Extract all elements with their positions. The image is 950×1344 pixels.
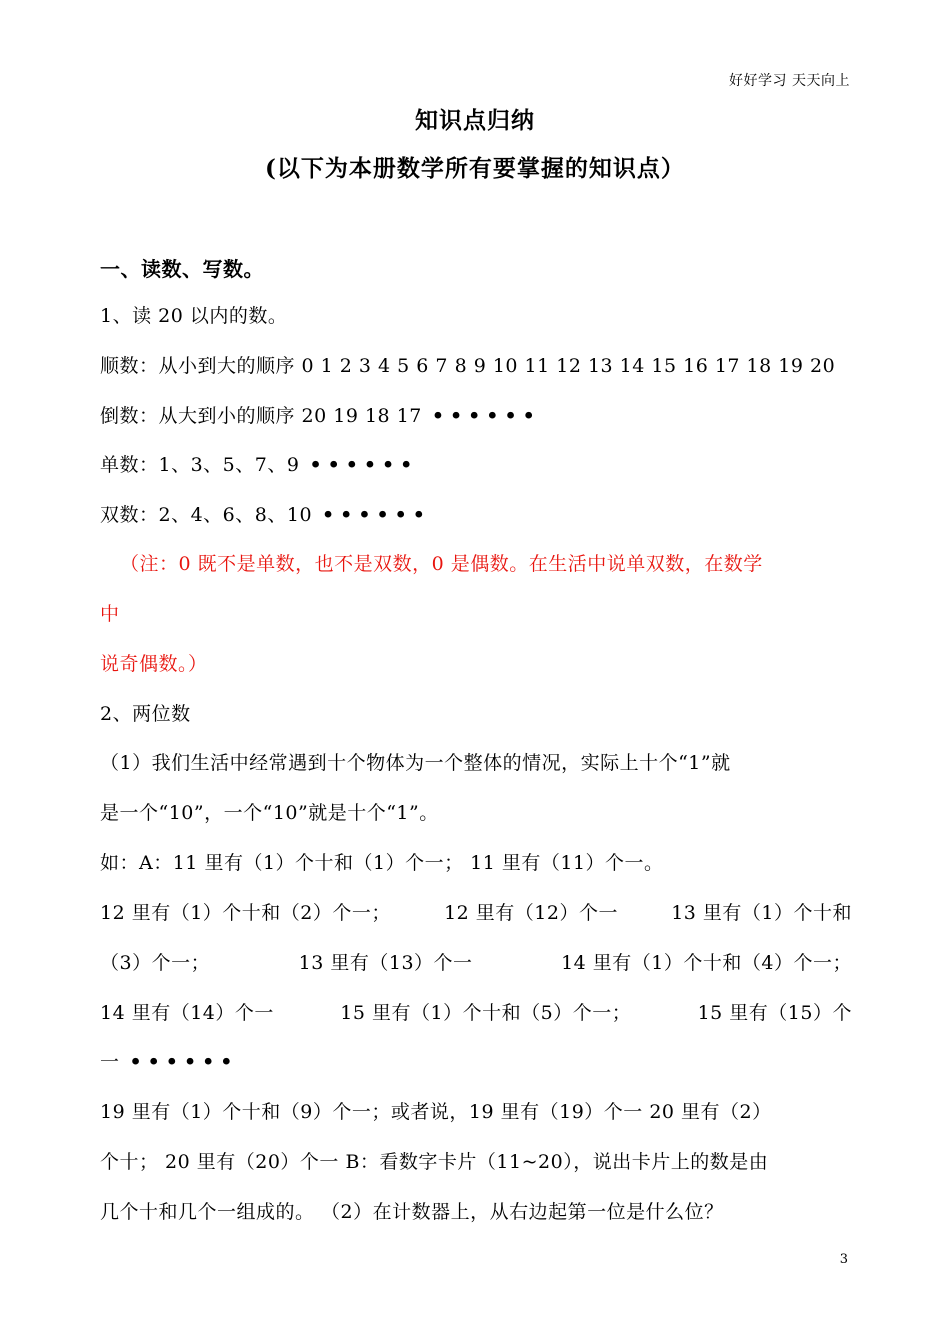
- paragraph-1-line-2: 是一个“10”，一个“10”就是十个“1”。: [100, 802, 439, 824]
- ex-15-part-b: 15 里有（15）个: [697, 1002, 852, 1024]
- ex-13-part-b: （3）个一；: [100, 952, 211, 974]
- ex-12-part-b: 12 里有（12）个一: [444, 902, 618, 924]
- ellipsis-dots: ••••••: [129, 1051, 239, 1073]
- note-line-3: 说奇偶数。）: [100, 653, 208, 675]
- item-1-heading: 1、读 20 以内的数。: [100, 305, 288, 327]
- ex-15-part-a: 15 里有（1）个十和（5）个一；: [340, 1002, 632, 1024]
- ascending-order-line: 顺数：从小到大的顺序 0 1 2 3 4 5 6 7 8 9 10 11 12 13 14 15 16 17 18 19 20: [100, 355, 836, 377]
- example-19-line-3: 几个十和几个一组成的。 （2）在计数器上，从右边起第一位是什么位？: [100, 1201, 724, 1223]
- example-a-line: 如：A：11 里有（1）个十和（1）个一； 11 里有（11）个一。: [100, 852, 664, 874]
- paragraph-1-line-1: （1）我们生活中经常遇到十个物体为一个整体的情况，实际上十个“1”就: [100, 752, 731, 774]
- descending-text: 倒数：从大到小的顺序 20 19 18 17: [100, 405, 422, 427]
- ellipsis-dots: ••••••: [309, 454, 419, 476]
- page-subtitle: (以下为本册数学所有要掌握的知识点）: [265, 155, 685, 182]
- note-line-2: 中: [100, 603, 120, 625]
- ex-14-part-a: 14 里有（1）个十和（4）个一；: [561, 952, 852, 974]
- example-12-line: [100, 900, 852, 926]
- ex-13-part-c: 13 里有（13）个一: [298, 952, 473, 974]
- example-14-line: [100, 1000, 852, 1026]
- ex-12-part-a: 12 里有（1）个十和（2）个一；: [100, 902, 391, 924]
- note-line-1: （注：0 既不是单数，也不是双数，0 是偶数。在生活中说单双数，在数学: [120, 553, 763, 575]
- example-15-continued: [100, 1049, 852, 1075]
- section-heading: 一、读数、写数。: [100, 257, 264, 281]
- ex-15-part-c: 一: [100, 1051, 120, 1073]
- header-slogan: 好好学习 天天向上: [729, 73, 850, 89]
- ex-14-part-b: 14 里有（14）个一: [100, 1002, 274, 1024]
- example-19-line-1: 19 里有（1）个十和（9）个一；或者说，19 里有（19）个一 20 里有（2）: [100, 1101, 772, 1123]
- example-19-line-2: 个十； 20 里有（20）个一 B：看数字卡片（11~20），说出卡片上的数是由: [100, 1151, 769, 1173]
- descending-order-line: [100, 403, 852, 429]
- item-2-heading: 2、两位数: [100, 703, 191, 725]
- odd-numbers-line: [100, 452, 852, 478]
- page-number: 3: [839, 1252, 848, 1267]
- ellipsis-dots: ••••••: [322, 504, 431, 526]
- page-title: 知识点归纳: [415, 107, 535, 134]
- even-numbers-line: [100, 502, 852, 528]
- example-13-line: [100, 950, 852, 976]
- ellipsis-dots: ••••••: [431, 405, 541, 427]
- ex-13-part-a: 13 里有（1）个十和: [671, 902, 852, 924]
- even-text: 双数：2、4、6、8、10: [100, 504, 313, 526]
- odd-text: 单数：1、3、5、7、9: [100, 454, 300, 476]
